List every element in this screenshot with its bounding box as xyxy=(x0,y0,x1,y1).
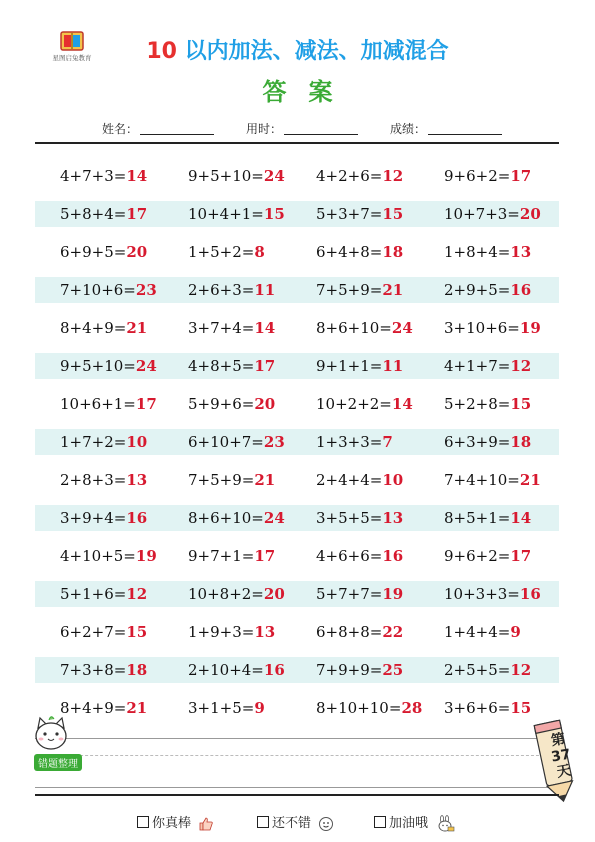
problem-answer: 21 xyxy=(382,281,404,299)
problem-answer: 18 xyxy=(382,243,404,261)
problem-answer: 10 xyxy=(126,433,148,451)
problem-expression: 3+10+6= xyxy=(444,319,520,337)
problem-expression: 6+10+7= xyxy=(188,433,264,451)
problem-cell xyxy=(444,167,531,185)
problem-answer: 28 xyxy=(401,699,423,717)
problem-cell xyxy=(316,433,393,451)
problem-expression: 4+8+5= xyxy=(188,357,255,375)
day-di: 第 xyxy=(549,731,567,750)
problem-row xyxy=(35,201,559,227)
problem-answer: 12 xyxy=(382,167,404,185)
problem-cell xyxy=(316,699,422,717)
problem-cell xyxy=(60,547,157,565)
problem-cell xyxy=(60,243,147,261)
problem-cell xyxy=(60,167,147,185)
rating-good[interactable] xyxy=(257,812,334,832)
problem-answer: 17 xyxy=(510,547,532,565)
problem-cell xyxy=(316,623,403,641)
problem-expression: 2+5+5= xyxy=(444,661,511,679)
problem-cell xyxy=(188,585,285,603)
problem-cell xyxy=(316,319,413,337)
problem-cell xyxy=(188,357,275,375)
problem-expression: 6+2+7= xyxy=(60,623,127,641)
problem-answer: 25 xyxy=(382,661,404,679)
problem-expression: 8+5+1= xyxy=(444,509,511,527)
problem-cell xyxy=(444,699,531,717)
problem-answer: 11 xyxy=(254,281,276,299)
problem-cell xyxy=(60,319,147,337)
problem-answer: 15 xyxy=(126,623,148,641)
problem-answer: 15 xyxy=(510,699,532,717)
answer-heading: 答案 xyxy=(262,78,355,106)
time-blank[interactable] xyxy=(284,122,358,135)
problem-expression: 5+1+6= xyxy=(60,585,127,603)
problem-row xyxy=(35,429,559,455)
footer-divider xyxy=(35,794,559,796)
problem-cell xyxy=(316,357,403,375)
smile-face-icon xyxy=(318,816,334,832)
problem-cell xyxy=(444,471,541,489)
problem-expression: 7+10+6= xyxy=(60,281,136,299)
problem-cell xyxy=(188,319,275,337)
problem-cell xyxy=(188,433,285,451)
problem-cell xyxy=(444,509,531,527)
problem-cell xyxy=(188,471,275,489)
problem-expression: 8+6+10= xyxy=(316,319,392,337)
problem-expression: 5+7+7= xyxy=(316,585,383,603)
problem-answer: 13 xyxy=(126,471,148,489)
problem-expression: 10+7+3= xyxy=(444,205,520,223)
problem-answer: 9 xyxy=(510,623,521,641)
problem-expression: 3+5+5= xyxy=(316,509,383,527)
problem-answer: 20 xyxy=(254,395,276,413)
problem-expression: 2+4+4= xyxy=(316,471,383,489)
problem-expression: 9+1+1= xyxy=(316,357,383,375)
problem-expression: 2+10+4= xyxy=(188,661,264,679)
problem-cell xyxy=(316,661,403,679)
problem-answer: 15 xyxy=(510,395,532,413)
problem-answer: 12 xyxy=(510,357,532,375)
problem-expression: 9+7+1= xyxy=(188,547,255,565)
problem-expression: 7+4+10= xyxy=(444,471,520,489)
problem-answer: 9 xyxy=(254,699,265,717)
problem-answer: 12 xyxy=(510,661,532,679)
problem-expression: 4+2+6= xyxy=(316,167,383,185)
problem-expression: 2+9+5= xyxy=(444,281,511,299)
rating-good-label: 还不错 xyxy=(272,816,312,831)
problem-expression: 9+6+2= xyxy=(444,167,511,185)
problem-row xyxy=(35,581,559,607)
problem-row xyxy=(35,657,559,683)
problem-cell xyxy=(60,395,157,413)
problem-cell xyxy=(444,433,531,451)
problem-answer: 21 xyxy=(519,471,541,489)
problem-expression: 7+5+9= xyxy=(316,281,383,299)
problem-answer: 17 xyxy=(510,167,532,185)
problem-answer: 14 xyxy=(510,509,532,527)
day-tian: 天 xyxy=(555,762,573,781)
problem-cell xyxy=(60,585,147,603)
problem-answer: 13 xyxy=(254,623,276,641)
problem-cell xyxy=(188,699,265,717)
error-correction-area[interactable] xyxy=(35,738,559,788)
problem-expression: 3+6+6= xyxy=(444,699,511,717)
problem-answer: 11 xyxy=(382,357,404,375)
problem-cell xyxy=(60,357,157,375)
problem-cell xyxy=(444,623,521,641)
problem-answer: 17 xyxy=(135,395,157,413)
problem-expression: 4+10+5= xyxy=(60,547,136,565)
problem-answer: 20 xyxy=(263,585,285,603)
problem-answer: 23 xyxy=(135,281,157,299)
problem-row xyxy=(35,239,559,265)
problem-answer: 14 xyxy=(391,395,413,413)
problem-expression: 9+5+10= xyxy=(188,167,264,185)
problem-cell xyxy=(444,205,541,223)
problem-expression: 1+8+4= xyxy=(444,243,511,261)
rating-great[interactable] xyxy=(137,812,214,832)
problem-answer: 18 xyxy=(510,433,532,451)
problem-answer: 17 xyxy=(254,547,276,565)
problem-expression: 8+4+9= xyxy=(60,699,127,717)
problem-cell xyxy=(444,319,541,337)
problem-answer: 13 xyxy=(510,243,532,261)
title-number: 10 xyxy=(146,39,177,64)
problem-cell xyxy=(188,243,265,261)
problem-expression: 10+4+1= xyxy=(188,205,264,223)
problem-cell xyxy=(316,585,403,603)
problem-answer: 24 xyxy=(391,319,413,337)
problem-cell xyxy=(60,281,157,299)
problem-cell xyxy=(188,509,285,527)
problem-answer: 15 xyxy=(263,205,285,223)
problem-cell xyxy=(188,661,285,679)
error-section-label: 错题整理 xyxy=(34,754,82,771)
problem-answer: 22 xyxy=(382,623,404,641)
problem-answer: 21 xyxy=(254,471,276,489)
day-number: 37 xyxy=(550,746,572,766)
problem-expression: 8+4+9= xyxy=(60,319,127,337)
problem-expression: 10+8+2= xyxy=(188,585,264,603)
problem-expression: 5+9+6= xyxy=(188,395,255,413)
problem-expression: 1+7+2= xyxy=(60,433,127,451)
score-blank[interactable] xyxy=(428,122,502,135)
problem-row xyxy=(35,163,559,189)
problem-expression: 9+6+2= xyxy=(444,547,511,565)
problem-answer: 16 xyxy=(126,509,148,527)
problem-expression: 5+8+4= xyxy=(60,205,127,223)
problem-cell xyxy=(316,205,403,223)
problem-cell xyxy=(444,395,531,413)
bunny-cheer-icon xyxy=(435,815,455,833)
problem-expression: 4+6+6= xyxy=(316,547,383,565)
problem-cell xyxy=(188,167,285,185)
problem-row xyxy=(35,315,559,341)
score-field[interactable] xyxy=(390,120,502,137)
time-label: 用时： xyxy=(246,122,283,136)
problem-cell xyxy=(60,471,147,489)
cat-mascot-icon xyxy=(30,714,72,754)
problem-answer: 20 xyxy=(519,205,541,223)
problem-answer: 15 xyxy=(382,205,404,223)
problem-answer: 24 xyxy=(263,509,285,527)
problem-cell xyxy=(316,509,403,527)
problem-answer: 16 xyxy=(519,585,541,603)
problem-expression: 2+8+3= xyxy=(60,471,127,489)
problem-answer: 19 xyxy=(519,319,541,337)
rating-good-checkbox[interactable] xyxy=(257,816,269,828)
problem-expression: 3+1+5= xyxy=(188,699,255,717)
problem-expression: 7+9+9= xyxy=(316,661,383,679)
problem-answer: 16 xyxy=(510,281,532,299)
problem-expression: 4+7+3= xyxy=(60,167,127,185)
logo-text: 星图启兔教育 xyxy=(52,54,92,62)
problem-cell xyxy=(188,395,275,413)
problem-expression: 6+9+5= xyxy=(60,243,127,261)
problem-answer: 7 xyxy=(382,433,393,451)
problem-cell xyxy=(444,281,531,299)
problem-cell xyxy=(316,167,403,185)
problem-cell xyxy=(188,205,285,223)
problem-cell xyxy=(60,623,147,641)
problem-expression: 5+3+7= xyxy=(316,205,383,223)
problem-expression: 4+1+7= xyxy=(444,357,511,375)
problem-answer: 19 xyxy=(382,585,404,603)
problem-cell xyxy=(188,547,275,565)
problem-cell xyxy=(60,205,147,223)
problem-row xyxy=(35,695,559,721)
problem-answer: 17 xyxy=(126,205,148,223)
problem-expression: 1+9+3= xyxy=(188,623,255,641)
problem-expression: 6+8+8= xyxy=(316,623,383,641)
problem-expression: 9+5+10= xyxy=(60,357,136,375)
problem-answer: 13 xyxy=(382,509,404,527)
problem-cell xyxy=(316,281,403,299)
problem-expression: 3+7+4= xyxy=(188,319,255,337)
problem-row xyxy=(35,619,559,645)
problem-expression: 10+3+3= xyxy=(444,585,520,603)
header-divider xyxy=(35,142,559,144)
problem-answer: 14 xyxy=(126,167,148,185)
problem-cell xyxy=(316,471,403,489)
problem-answer: 23 xyxy=(263,433,285,451)
problem-cell xyxy=(60,699,147,717)
problem-expression: 1+3+3= xyxy=(316,433,383,451)
rating-great-label: 你真棒 xyxy=(152,816,192,831)
problem-cell xyxy=(444,661,531,679)
problem-row xyxy=(35,505,559,531)
problem-answer: 18 xyxy=(126,661,148,679)
title-text: 以内加法、减法、加减混合 xyxy=(176,39,449,64)
problem-answer: 24 xyxy=(135,357,157,375)
problem-cell xyxy=(444,547,531,565)
problem-row xyxy=(35,391,559,417)
problem-answer: 19 xyxy=(135,547,157,565)
problem-row xyxy=(35,277,559,303)
problem-expression: 8+6+10= xyxy=(188,509,264,527)
problem-answer: 8 xyxy=(254,243,265,261)
page-title xyxy=(0,34,595,65)
problem-expression: 7+3+8= xyxy=(60,661,127,679)
rating-great-checkbox[interactable] xyxy=(137,816,149,828)
problem-expression: 1+5+2= xyxy=(188,243,255,261)
name-label: 姓名： xyxy=(102,122,139,136)
problem-expression: 5+2+8= xyxy=(444,395,511,413)
problem-expression: 6+3+9= xyxy=(444,433,511,451)
rating-keep-going-label: 加油哦 xyxy=(389,816,429,831)
problem-expression: 8+10+10= xyxy=(316,699,402,717)
score-label: 成绩： xyxy=(390,122,427,136)
problem-answer: 17 xyxy=(254,357,276,375)
problem-answer: 12 xyxy=(126,585,148,603)
thumbs-up-icon xyxy=(198,816,214,832)
problem-answer: 10 xyxy=(382,471,404,489)
rating-keep-going-checkbox[interactable] xyxy=(374,816,386,828)
problem-cell xyxy=(316,547,403,565)
problem-expression: 6+4+8= xyxy=(316,243,383,261)
problem-cell xyxy=(444,243,531,261)
problem-expression: 7+5+9= xyxy=(188,471,255,489)
problem-answer: 21 xyxy=(126,319,148,337)
problem-cell xyxy=(188,623,275,641)
problem-answer: 20 xyxy=(126,243,148,261)
problem-expression: 10+2+2= xyxy=(316,395,392,413)
name-field[interactable] xyxy=(102,120,214,137)
problem-answer: 16 xyxy=(382,547,404,565)
problem-answer: 21 xyxy=(126,699,148,717)
problem-row xyxy=(35,467,559,493)
problem-cell xyxy=(60,433,147,451)
problem-cell xyxy=(444,357,531,375)
problem-cell xyxy=(60,509,147,527)
name-blank[interactable] xyxy=(140,122,214,135)
problem-answer: 16 xyxy=(263,661,285,679)
problem-expression: 10+6+1= xyxy=(60,395,136,413)
problem-expression: 2+6+3= xyxy=(188,281,255,299)
problem-answer: 14 xyxy=(254,319,276,337)
problem-cell xyxy=(188,281,275,299)
rating-keep-going[interactable] xyxy=(374,812,455,833)
problem-row xyxy=(35,543,559,569)
problem-cell xyxy=(444,585,541,603)
time-field[interactable] xyxy=(246,120,358,137)
problem-row xyxy=(35,353,559,379)
problem-answer: 24 xyxy=(263,167,285,185)
problem-cell xyxy=(316,243,403,261)
problem-cell xyxy=(60,661,147,679)
problem-cell xyxy=(316,395,413,413)
problem-expression: 3+9+4= xyxy=(60,509,127,527)
problem-expression: 1+4+4= xyxy=(444,623,511,641)
